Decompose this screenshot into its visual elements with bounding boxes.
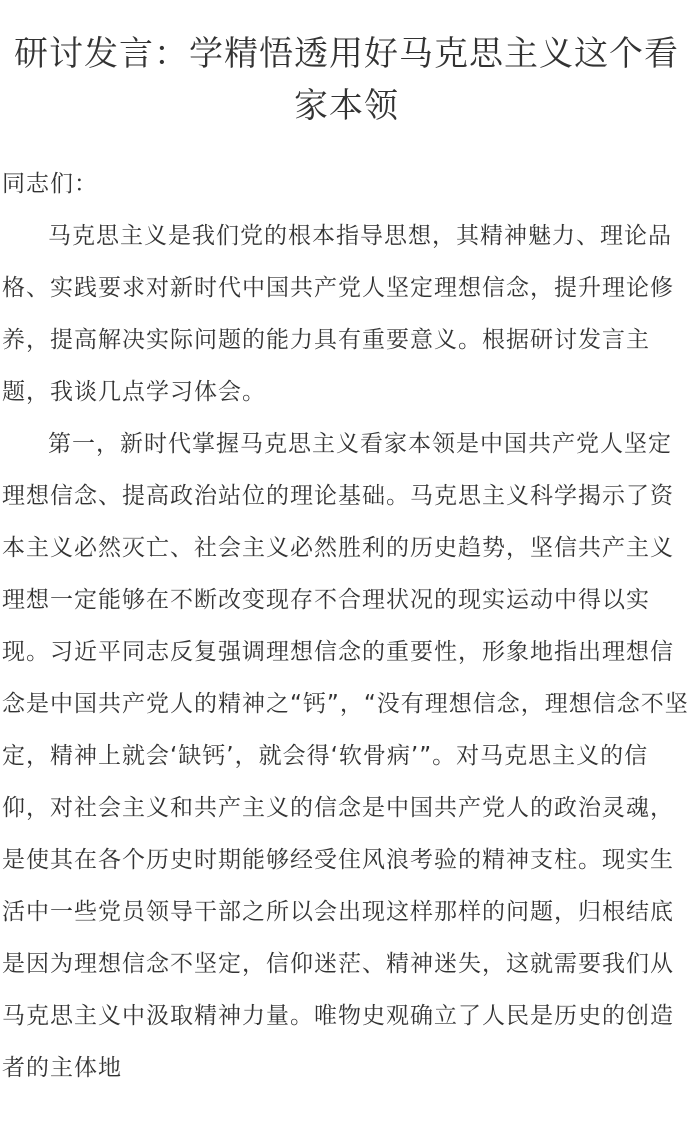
paragraph-first-point: 第一，新时代掌握马克思主义看家本领是中国共产党人坚定理想信念、提高政治站位的理论基础。马克思主义科学揭示了资本主义必然灭亡、社会主义必然胜利的历史趋势，坚信共产主义理想一定能够在不断改变现存不合理状况的现实运动中得以实现。习近平同志反复强调理想信念的重要性，形象地指出理想信念是中国共产党人的精神之“钙”，“没有理想信念，理想信念不坚定，精神上就会‘缺钙’，就会得‘软骨病’”。对马克思主义的信仰，对社会主义和共产主义的信念是中国共产党人的政治灵魂，是使其在各个历史时期能够经受住风浪考验的精神支柱。现实生活中一些党员领导干部之所以会出现这样那样的问题，归根结底是因为理想信念不坚定，信仰迷茫、精神迷失，这就需要我们从马克思主义中汲取精神力量。唯物史观确立了人民是历史的创造者的主体地 — [2, 431, 689, 1081]
paragraph-intro: 马克思主义是我们党的根本指导思想，其精神魅力、理论品格、实践要求对新时代中国共产党人坚定理想信念，提升理论修养，提高解决实际问题的能力具有重要意义。根据研讨发言主题，我谈几点学习体会。 — [2, 223, 674, 405]
article — [0, 28, 693, 1094]
article-title: 研讨发言：学精悟透用好马克思主义这个看家本领 — [14, 34, 679, 126]
greeting: 同志们： — [2, 171, 98, 197]
